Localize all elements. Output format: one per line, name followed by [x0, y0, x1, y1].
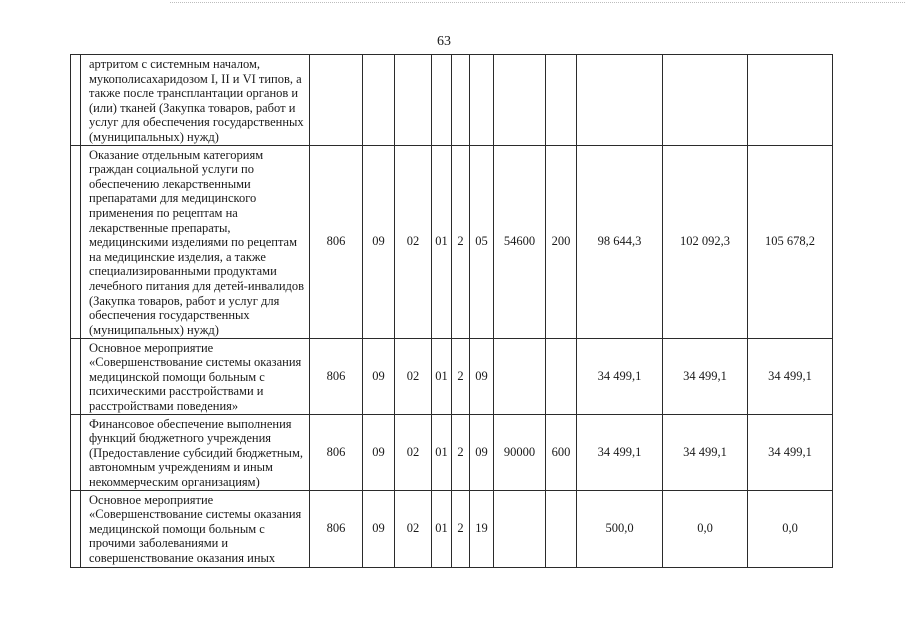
row-name: Финансовое обеспечение выполнения функций бюджетного учреждения (Предоставление субсидий бюджетным, автономным учреждениям и иным некоммерческим организациям) — [81, 414, 310, 490]
code-direction: 90000 — [494, 414, 546, 490]
table-row — [71, 414, 833, 490]
index-cell — [71, 338, 81, 414]
amount-year-2: 102 092,3 — [663, 145, 748, 338]
code-event: 09 — [470, 414, 494, 490]
code-subprogram: 2 — [452, 145, 470, 338]
page-number: 63 — [437, 34, 451, 49]
index-cell — [71, 490, 81, 567]
table-row — [71, 338, 833, 414]
code-program: 01 — [432, 338, 452, 414]
code-direction — [494, 490, 546, 567]
amount-year-3: 0,0 — [748, 490, 833, 567]
index-cell — [71, 414, 81, 490]
amount-year-1: 34 499,1 — [577, 338, 663, 414]
budget-table — [70, 54, 833, 568]
code-section: 09 — [363, 145, 395, 338]
amount-year-3: 34 499,1 — [748, 338, 833, 414]
amount-year-2: 34 499,1 — [663, 414, 748, 490]
amount-year-2: 34 499,1 — [663, 338, 748, 414]
code-direction — [494, 55, 546, 146]
amount-year-1: 34 499,1 — [577, 414, 663, 490]
code-event: 19 — [470, 490, 494, 567]
row-name: Основное мероприятие «Совершенствование системы оказания медицинской помощи больным с психическими расстройствами и расстройствами поведения» — [81, 338, 310, 414]
amount-year-2 — [663, 55, 748, 146]
code-ministry: 806 — [310, 338, 363, 414]
row-name: Оказание отдельным категориям граждан социальной услуги по обеспечению лекарственными препаратами для медицинского применения по рецептам на лекарственные препараты, медицинскими изделиями по рецептам на медицинские изделия, а также специализированными продуктами лечебного питания для детей-инвалидов (Закупка товаров, работ и услуг для обеспечения государственных (муниципальных) нужд) — [81, 145, 310, 338]
table-row — [71, 145, 833, 338]
code-subprogram — [452, 55, 470, 146]
code-subprogram: 2 — [452, 414, 470, 490]
code-expense-type: 200 — [546, 145, 577, 338]
code-ministry — [310, 55, 363, 146]
code-event — [470, 55, 494, 146]
code-direction — [494, 338, 546, 414]
code-subprogram: 2 — [452, 338, 470, 414]
code-subsection: 02 — [395, 338, 432, 414]
row-name: Основное мероприятие «Совершенствование системы оказания медицинской помощи больным с прочими заболеваниями и совершенствование оказания иных — [81, 490, 310, 567]
code-direction: 54600 — [494, 145, 546, 338]
code-subprogram: 2 — [452, 490, 470, 567]
code-ministry: 806 — [310, 490, 363, 567]
amount-year-3: 105 678,2 — [748, 145, 833, 338]
amount-year-1 — [577, 55, 663, 146]
code-event: 09 — [470, 338, 494, 414]
amount-year-2: 0,0 — [663, 490, 748, 567]
code-subsection: 02 — [395, 414, 432, 490]
code-program: 01 — [432, 490, 452, 567]
code-expense-type — [546, 490, 577, 567]
row-name: артритом с системным началом, мукополисахаридозом I, II и VI типов, а также после трансплантации органов и (или) тканей (Закупка товаров, работ и услуг для обеспечения государственных (муниципальных) нужд) — [81, 55, 310, 146]
amount-year-3 — [748, 55, 833, 146]
code-subsection: 02 — [395, 490, 432, 567]
code-ministry: 806 — [310, 145, 363, 338]
amount-year-1: 98 644,3 — [577, 145, 663, 338]
code-program: 01 — [432, 414, 452, 490]
index-cell — [71, 145, 81, 338]
code-event: 05 — [470, 145, 494, 338]
amount-year-1: 500,0 — [577, 490, 663, 567]
amount-year-3: 34 499,1 — [748, 414, 833, 490]
table-row — [71, 490, 833, 567]
code-section: 09 — [363, 414, 395, 490]
code-subsection — [395, 55, 432, 146]
code-program — [432, 55, 452, 146]
code-expense-type — [546, 55, 577, 146]
code-expense-type: 600 — [546, 414, 577, 490]
code-expense-type — [546, 338, 577, 414]
page-top-edge — [170, 2, 905, 4]
index-cell — [71, 55, 81, 146]
table-row — [71, 55, 833, 146]
code-section — [363, 55, 395, 146]
code-section: 09 — [363, 490, 395, 567]
code-ministry: 806 — [310, 414, 363, 490]
code-subsection: 02 — [395, 145, 432, 338]
code-section: 09 — [363, 338, 395, 414]
code-program: 01 — [432, 145, 452, 338]
